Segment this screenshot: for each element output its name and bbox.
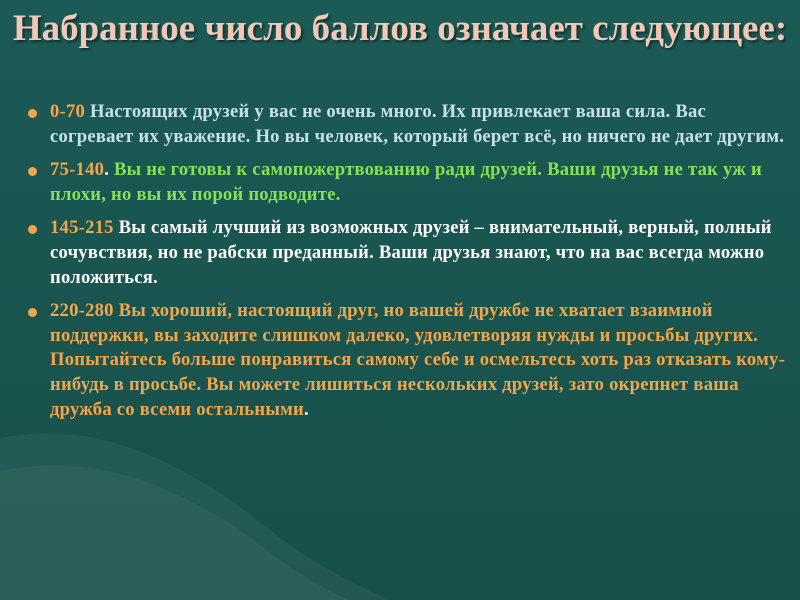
score-range: 0-70 xyxy=(50,101,86,122)
slide-title: Набранное число баллов означает следующее: xyxy=(12,8,788,49)
score-range: 75-140 xyxy=(50,159,105,181)
score-description: Настоящих друзей у вас не очень много. Их привлекает ваша сила. Вас согревает их уважение. Но вы человек, который берет всё, но ничего не дает другим. xyxy=(50,101,785,147)
score-range: 145-215 xyxy=(50,217,114,239)
list-item-0-70 xyxy=(24,100,786,149)
list-item-220-280 xyxy=(24,299,786,422)
list-item-145-215 xyxy=(24,216,786,290)
score-list xyxy=(24,100,786,431)
score-range-separator: . xyxy=(104,159,110,181)
score-range: 220-280 xyxy=(50,300,114,322)
score-description: Вы не готовы к самопожертвованию ради друзей. Ваши друзья не так уж и плохи, но вы их порой подводите. xyxy=(50,159,762,205)
score-description: Вы самый лучший из возможных друзей – внимательный, верный, полный сочувствия, но не рабски преданный. Ваши друзья знают, что на вас всегда можно положиться. xyxy=(50,217,772,288)
bullet-icon xyxy=(28,167,37,176)
score-description: Вы хороший, настоящий друг, но вашей дружбе не хватает взаимной поддержки, вы заходите слишком далеко, удовлетворяя нужды и просьбы других. Попытайтесь больше понравиться самому себе и осмельтесь хоть раз отказать кому-нибудь в просьбе. Вы можете лишиться нескольких друзей, зато окрепнет ваша дружба со всеми остальными xyxy=(50,300,786,420)
sentence-end: . xyxy=(304,398,309,420)
bullet-icon xyxy=(28,308,37,317)
list-item-75-140 xyxy=(24,158,786,207)
bullet-icon xyxy=(28,225,37,234)
bullet-icon xyxy=(28,109,37,118)
